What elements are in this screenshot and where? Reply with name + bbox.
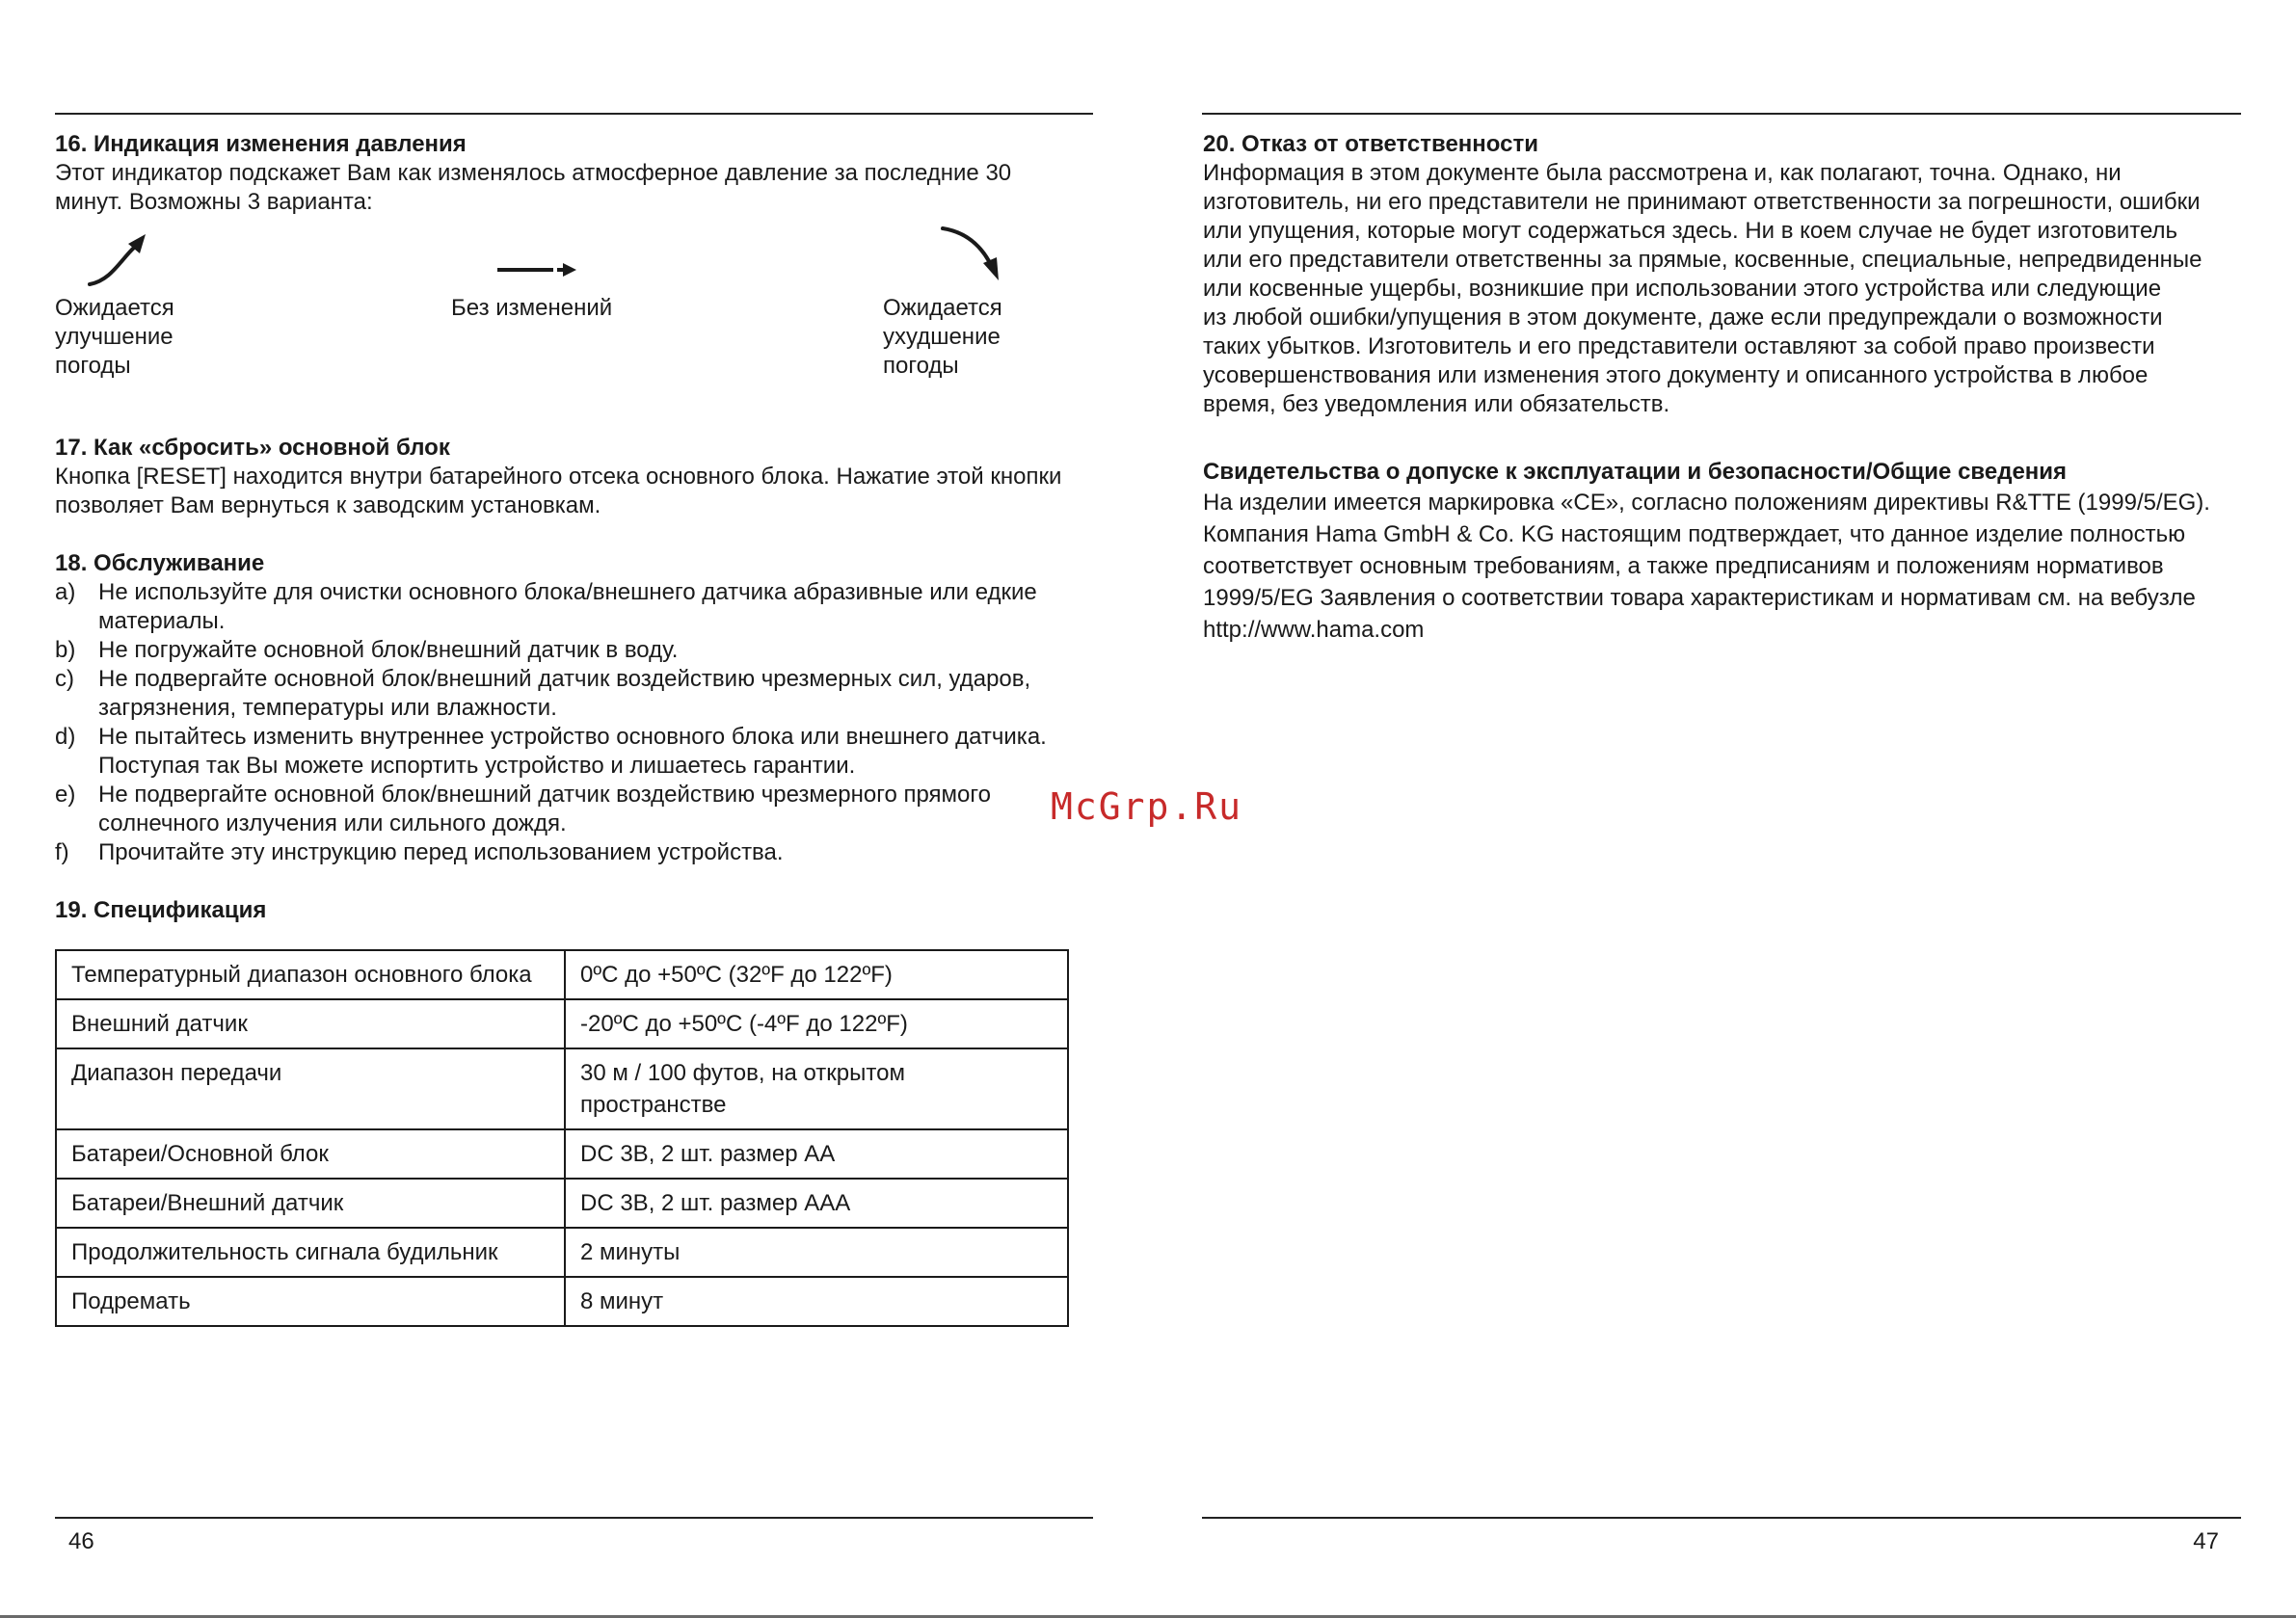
trend-falling (883, 217, 1134, 381)
table-row (56, 950, 1068, 999)
certification-text: На изделии имеется маркировка «CE», согласно положениям директивы R&TTE (1999/5/EG). Компания Hama GmbH & Co. KG настоящим подтверждает, что данное изделие полностью соответствует основным требованиям, а также предписаниям и положениям нормативов 1999/5/EG Заявления о соответствии товара характеристикам и нормативам см. на вебузле http://www.hama.com (1203, 490, 2210, 643)
section-20-text: Информация в этом документе была рассмотрена и, как полагают, точна. Однако, ни изготовитель, ни его представители не принимают ответственности за погрешности, ошибки или упущения, которые могут содержаться здесь. Ни в коем случае не будет изготовитель или его представители ответственны за прямые, косвенные, специальные, непредвиденные или косвенные ущербы, возникшие при использовании этого устройства или следующие из любой ошибки/упущения в этом документе, даже если предупреждали о возможности таких убытков. Изготовитель и его представители оставляют за собой право произвести усовершенствования или изменения этого документу и описанного устройства в любое время, без уведомления или обязательств. (1203, 160, 2203, 417)
section-19-heading: 19. Спецификация (55, 897, 267, 923)
spec-value: 2 минуты (565, 1228, 1068, 1277)
page-number: 46 (68, 1528, 94, 1554)
spec-key: Батареи/Основной блок (56, 1129, 565, 1179)
list-item: e) Не подвергайте основной блок/внешний датчик воздействию чрезмерного прямого солнечного излучения или сильного дождя. (55, 782, 991, 836)
spec-key: Внешний датчик (56, 999, 565, 1048)
list-item: a) Не используйте для очистки основного блока/внешнего датчика абразивные или едкие материалы. (55, 579, 1037, 634)
certification-section (1203, 458, 2241, 646)
maintenance-list (55, 578, 1093, 867)
list-item: f) Прочитайте эту инструкцию перед использованием устройства. (55, 839, 784, 865)
table-row (56, 999, 1068, 1048)
list-item: b) Не погружайте основной блок/внешний датчик в воду. (55, 637, 679, 663)
spec-key: Батареи/Внешний датчик (56, 1179, 565, 1228)
bottom-rule (1202, 1517, 2241, 1519)
pressure-trend-indicators (55, 217, 1093, 424)
watermark: McGrp.Ru (1051, 785, 1243, 828)
section-16-text: Этот индикатор подскажет Вам как изменялось атмосферное давление за последние 30 минут. Возможны 3 варианта: (55, 160, 1012, 215)
bottom-rule (55, 1517, 1093, 1519)
section-18-heading: 18. Обслуживание (55, 550, 265, 576)
section-16-heading: 16. Индикация изменения давления (55, 131, 467, 157)
arrow-down-icon (931, 217, 1028, 294)
spec-key: Температурный диапазон основного блока (56, 950, 565, 999)
spec-value: DC 3В, 2 шт. размер АА (565, 1129, 1068, 1179)
trend-falling-label: Ожидается ухудшение погоды (883, 295, 1002, 379)
table-row (56, 1179, 1068, 1228)
specification-table (55, 949, 1069, 1327)
arrow-right-icon (494, 217, 609, 294)
hama-link[interactable]: http://www.hama.com (1203, 617, 1425, 643)
spec-value: 8 минут (565, 1277, 1068, 1326)
section-20-heading: 20. Отказ от ответственности (1203, 131, 1538, 157)
section-17-heading: 17. Как «сбросить» основной блок (55, 435, 450, 461)
top-rule (55, 113, 1093, 115)
spec-value: -20ºC до +50ºC (-4ºF до 122ºF) (565, 999, 1068, 1048)
spec-key: Диапазон передачи (56, 1048, 565, 1129)
arrow-up-icon (84, 217, 180, 294)
table-row (56, 1129, 1068, 1179)
spec-value: DC 3В, 2 шт. размер ААА (565, 1179, 1068, 1228)
certification-heading: Свидетельства о допуске к эксплуатации и безопасности/Общие сведения (1203, 459, 2068, 485)
right-content (1203, 130, 2241, 646)
page-number: 47 (2193, 1528, 2219, 1554)
trend-rising (55, 217, 306, 381)
trend-rising-label: Ожидается улучшение погоды (55, 295, 174, 379)
left-page (55, 0, 1093, 1618)
spec-key: Продолжительность сигнала будильник (56, 1228, 565, 1277)
trend-steady-label: Без изменений (451, 295, 613, 321)
spec-key: Подремать (56, 1277, 565, 1326)
list-item: c) Не подвергайте основной блок/внешний датчик воздействию чрезмерных сил, ударов, загрязнения, температуры или влажности. (55, 666, 1031, 721)
table-row (56, 1277, 1068, 1326)
table-row (56, 1228, 1068, 1277)
top-rule (1202, 113, 2241, 115)
spec-value: 0ºC до +50ºC (32ºF до 122ºF) (565, 950, 1068, 999)
right-page (1202, 0, 2241, 1618)
trend-steady (451, 217, 702, 323)
spec-value: 30 м / 100 футов, на открытом пространстве (565, 1048, 1068, 1129)
list-item: d) Не пытайтесь изменить внутреннее устройство основного блока или внешнего датчика. Поступая так Вы можете испортить устройство и лишаетесь гарантии. (55, 724, 1047, 779)
table-row (56, 1048, 1068, 1129)
section-17-text: Кнопка [RESET] находится внутри батарейного отсека основного блока. Нажатие этой кнопки позволяет Вам вернуться к заводским установкам. (55, 464, 1062, 518)
left-content (55, 130, 1093, 1327)
